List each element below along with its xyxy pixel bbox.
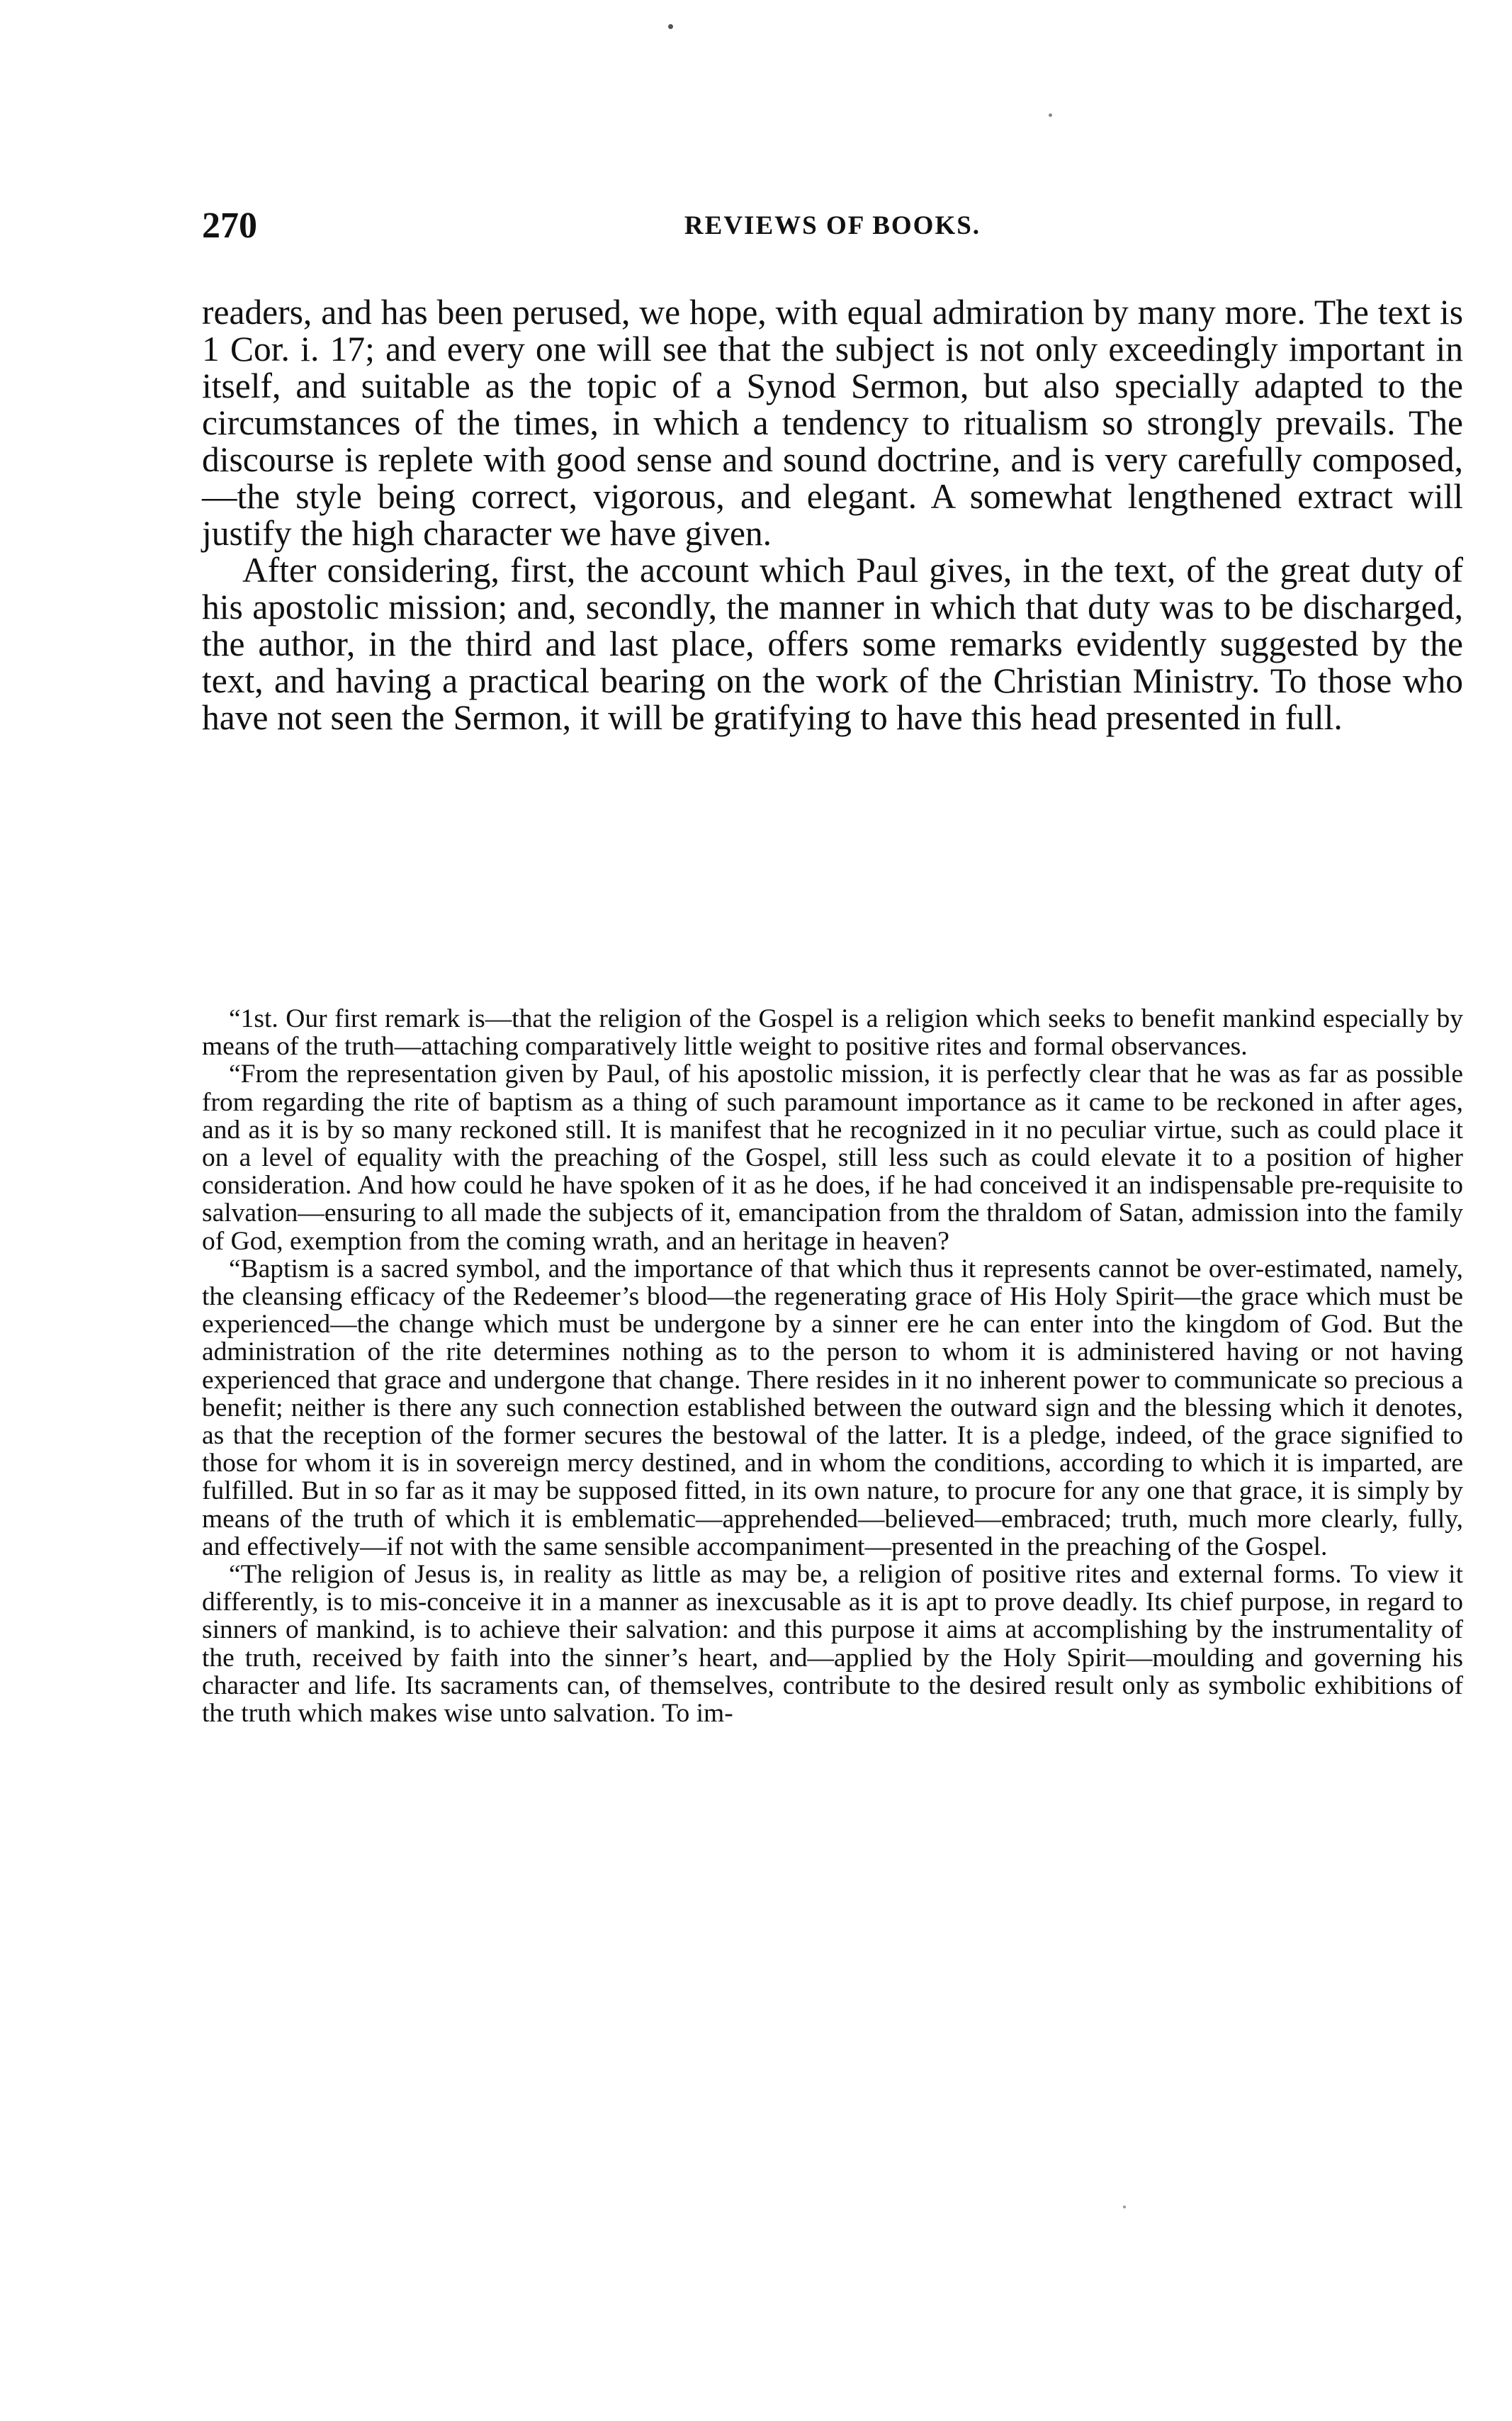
quote-paragraph: “1st. Our first remark is—that the religion of the Gospel is a religion which seeks to benefit mankind especially by means of the truth—attaching comparatively little weight to positive rites and formal observances. [202, 1004, 1463, 1062]
ink-speck [668, 24, 673, 29]
quoted-extract [202, 1005, 1463, 1727]
body-text [202, 294, 1463, 736]
quote-paragraph: “Baptism is a sacred symbol, and the importance of that which thus it represents cannot be over-estimated, namely, the cleansing efficacy of the Redeemer’s blood—the regenerating grace of His Holy Spirit—the grace which must be experienced—the change which must be undergone by a sinner ere he can enter into the kingdom of God. But the administration of the rite determines nothing as to the person to whom it is administered having or not having experienced that grace and undergone that change. There resides in it no inherent power to communicate so precious a benefit; neither is there any such connection established between the outward sign and the blessing which it denotes, as that the reception of the former secures the bestowal of the latter. It is a pledge, indeed, of the grace signified to those for whom it is in sovereign mercy destined, and in whom the conditions, according to which it is imparted, are fulfilled. But in so far as it may be supposed fitted, in its own nature, to procure for any one that grace, it is simply by means of the truth of which it is emblematic—apprehended—believed—embraced; truth, much more clearly, fully, and effectively—if not with the same sensible accompaniment—presented in the preaching of the Gospel. [202, 1254, 1463, 1561]
running-head [202, 204, 1463, 248]
running-title: REVIEWS OF BOOKS. [684, 211, 981, 240]
ink-speck [1049, 113, 1052, 117]
body-paragraph: readers, and has been perused, we hope, with equal admiration by many more. The text is 1 Cor. i. 17; and every one will see that the subject is not only exceedingly important in itself, and suitable as the topic of a Synod Sermon, but also specially adapted to the circumstances of the times, in which a tendency to ritualism so strongly prevails. The discourse is replete with good sense and sound doctrine, and is very carefully composed,—the style being correct, vigorous, and elegant. A somewhat lengthened extract will justify the high character we have given. [202, 293, 1463, 553]
ink-speck [1123, 2206, 1126, 2208]
quote-paragraph: “The religion of Jesus is, in reality as little as may be, a religion of positive rites and external forms. To view it differently, is to mis-conceive it in a manner as inexcusable as it is apt to prove deadly. Its chief purpose, in regard to sinners of mankind, is to achieve their salvation: and this purpose it aims at accomplishing by the instrumentality of the truth, received by faith into the sinner’s heart, and—applied by the Holy Spirit—moulding and governing his character and life. Its sacraments can, of themselves, contribute to the desired result only as symbolic exhibitions of the truth which makes wise unto salvation. To im- [202, 1560, 1463, 1729]
quote-paragraph: “From the representation given by Paul, of his apostolic mission, it is perfectly clear that he was as far as possible from regarding the rite of baptism as a thing of such paramount importance as it came to be reckoned in after ages, and as it is by so many reckoned still. It is manifest that he recognized in it no peculiar virtue, such as could place it on a level of equality with the preaching of the Gospel, still less such as could elevate it to a position of higher consideration. And how could he have spoken of it as he does, if he had conceived it an indispensable pre-requisite to salvation—ensuring to all made the subjects of it, emancipation from the thraldom of Satan, admission into the family of God, exemption from the coming wrath, and an heritage in heaven? [202, 1060, 1463, 1256]
body-paragraph: After considering, first, the account which Paul gives, in the text, of the great duty of his apostolic mission; and, secondly, the manner in which that duty was to be discharged, the author, in the third and last place, offers some remarks evidently suggested by the text, and having a practical bearing on the work of the Christian Ministry. To those who have not seen the Sermon, it will be gratifying to have this head presented in full. [202, 551, 1463, 737]
page-number: 270 [202, 206, 257, 246]
